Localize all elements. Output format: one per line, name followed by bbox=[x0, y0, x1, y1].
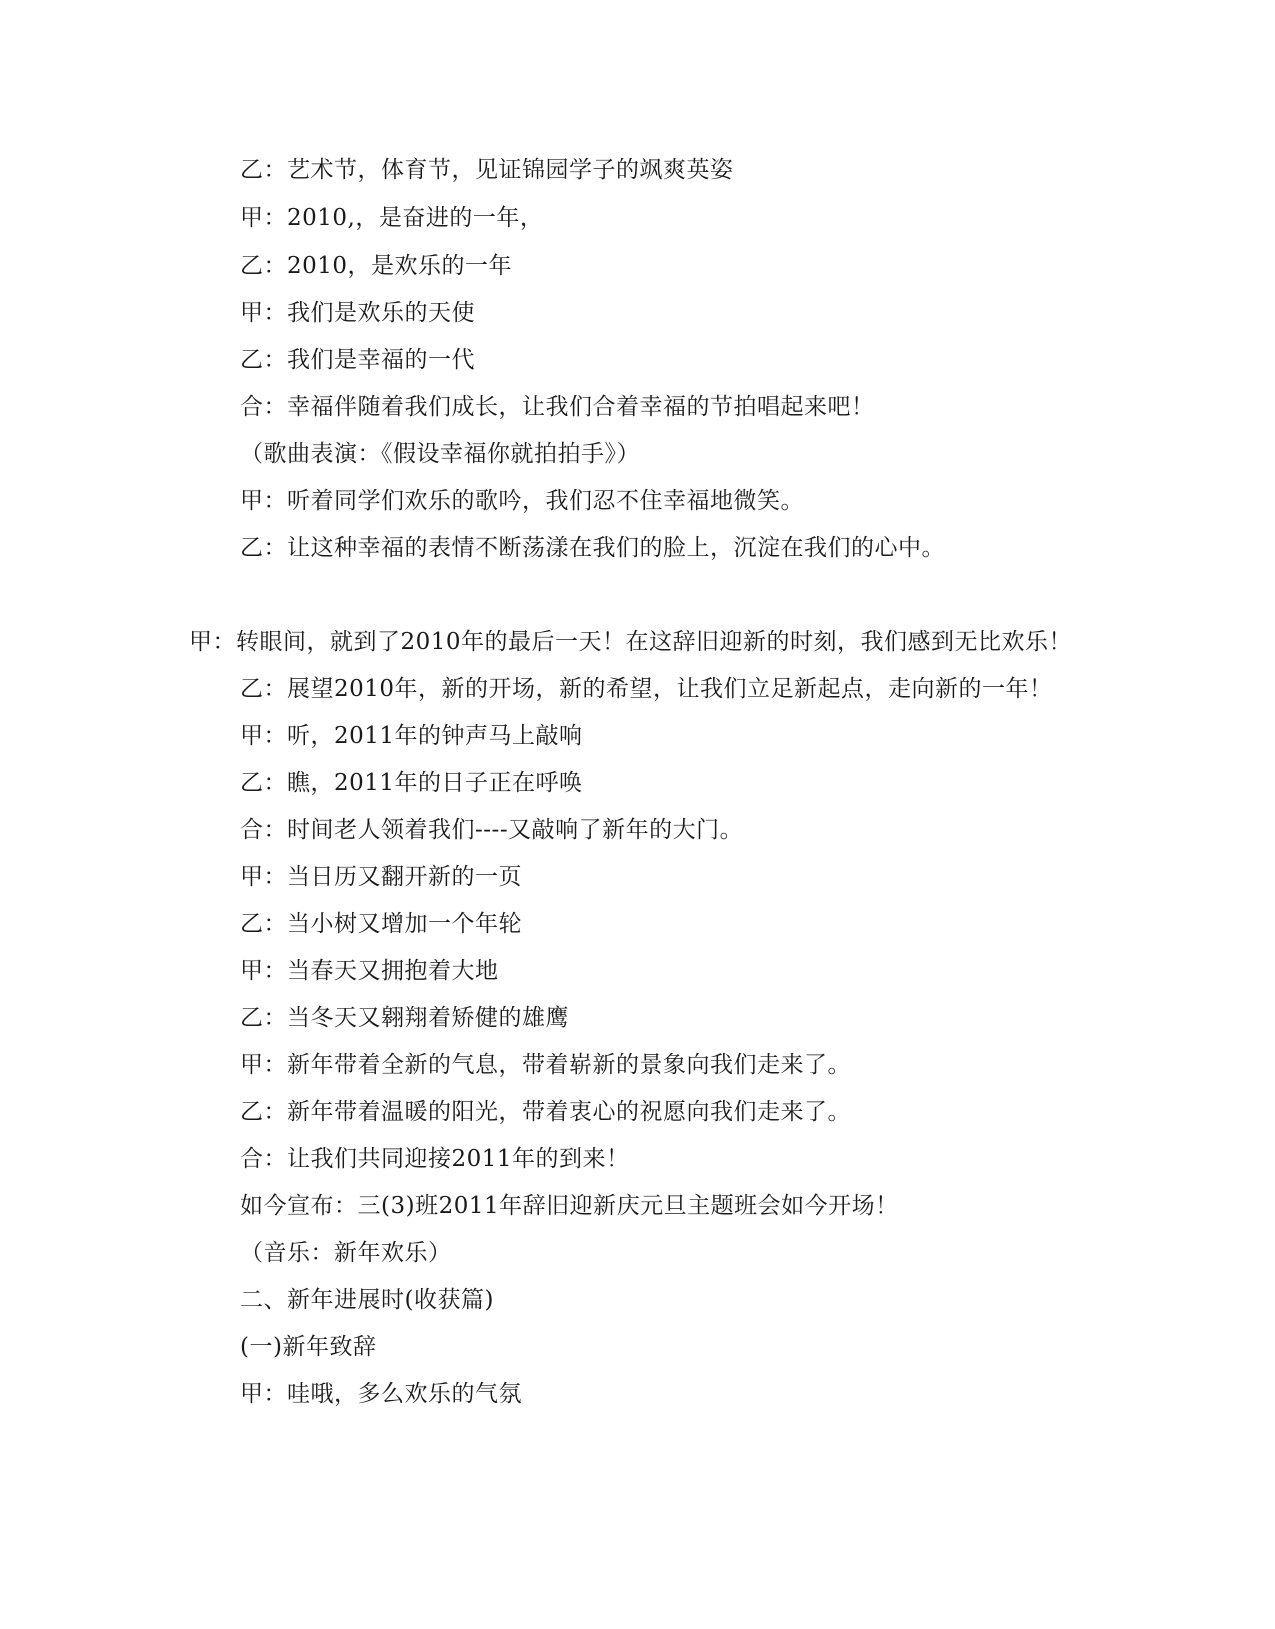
script-line: 甲：当春天又拥抱着大地 bbox=[240, 958, 499, 984]
script-line: 乙：我们是幸福的一代 bbox=[240, 347, 475, 373]
section-heading: 二、新年进展时(收获篇) bbox=[240, 1287, 494, 1313]
script-line: 乙：当冬天又翱翔着矫健的雄鹰 bbox=[240, 1005, 569, 1031]
script-line: 乙：让这种幸福的表情不断荡漾在我们的脸上，沉淀在我们的心中。 bbox=[240, 535, 945, 561]
script-line: 甲：新年带着全新的气息，带着崭新的景象向我们走来了。 bbox=[240, 1052, 851, 1078]
script-line: 甲：哇哦，多么欢乐的气氛 bbox=[240, 1381, 522, 1407]
script-line: 合：让我们共同迎接2011年的到来！ bbox=[240, 1146, 630, 1172]
script-line: 合：时间老人领着我们----又敲响了新年的大门。 bbox=[240, 817, 744, 843]
standalone-line: 甲：转眼间，就到了2010年的最后一天！在这辞旧迎新的时刻，我们感到无比欢乐！ bbox=[189, 629, 1073, 655]
subsection-heading: (一)新年致辞 bbox=[240, 1334, 377, 1360]
script-line: 甲：当日历又翻开新的一页 bbox=[240, 864, 522, 890]
script-line: 乙：新年带着温暖的阳光，带着衷心的祝愿向我们走来了。 bbox=[240, 1099, 851, 1125]
script-line: 乙：展望2010年，新的开场，新的希望，让我们立足新起点，走向新的一年！ bbox=[240, 676, 1053, 702]
script-line: 乙：艺术节，体育节，见证锦园学子的飒爽英姿 bbox=[240, 157, 734, 183]
script-line: 乙：瞧，2011年的日子正在呼唤 bbox=[240, 770, 583, 796]
script-line: 甲：2010,，是奋进的一年， bbox=[240, 205, 544, 231]
script-line: 乙：当小树又增加一个年轮 bbox=[240, 911, 522, 937]
script-line: 甲：听着同学们欢乐的歌吟，我们忍不住幸福地微笑。 bbox=[240, 488, 804, 514]
announcement-line: 如今宣布：三(3)班2011年辞旧迎新庆元旦主题班会如今开场！ bbox=[240, 1193, 899, 1219]
script-line: 甲：听，2011年的钟声马上敲响 bbox=[240, 723, 583, 749]
stage-direction: （音乐：新年欢乐） bbox=[240, 1240, 452, 1266]
script-line: 甲：我们是欢乐的天使 bbox=[240, 300, 475, 326]
script-line: 乙：2010，是欢乐的一年 bbox=[240, 253, 513, 279]
script-line: 合：幸福伴随着我们成长，让我们合着幸福的节拍唱起来吧！ bbox=[240, 394, 875, 420]
stage-direction: （歌曲表演：《假设幸福你就拍拍手》） bbox=[240, 441, 640, 467]
